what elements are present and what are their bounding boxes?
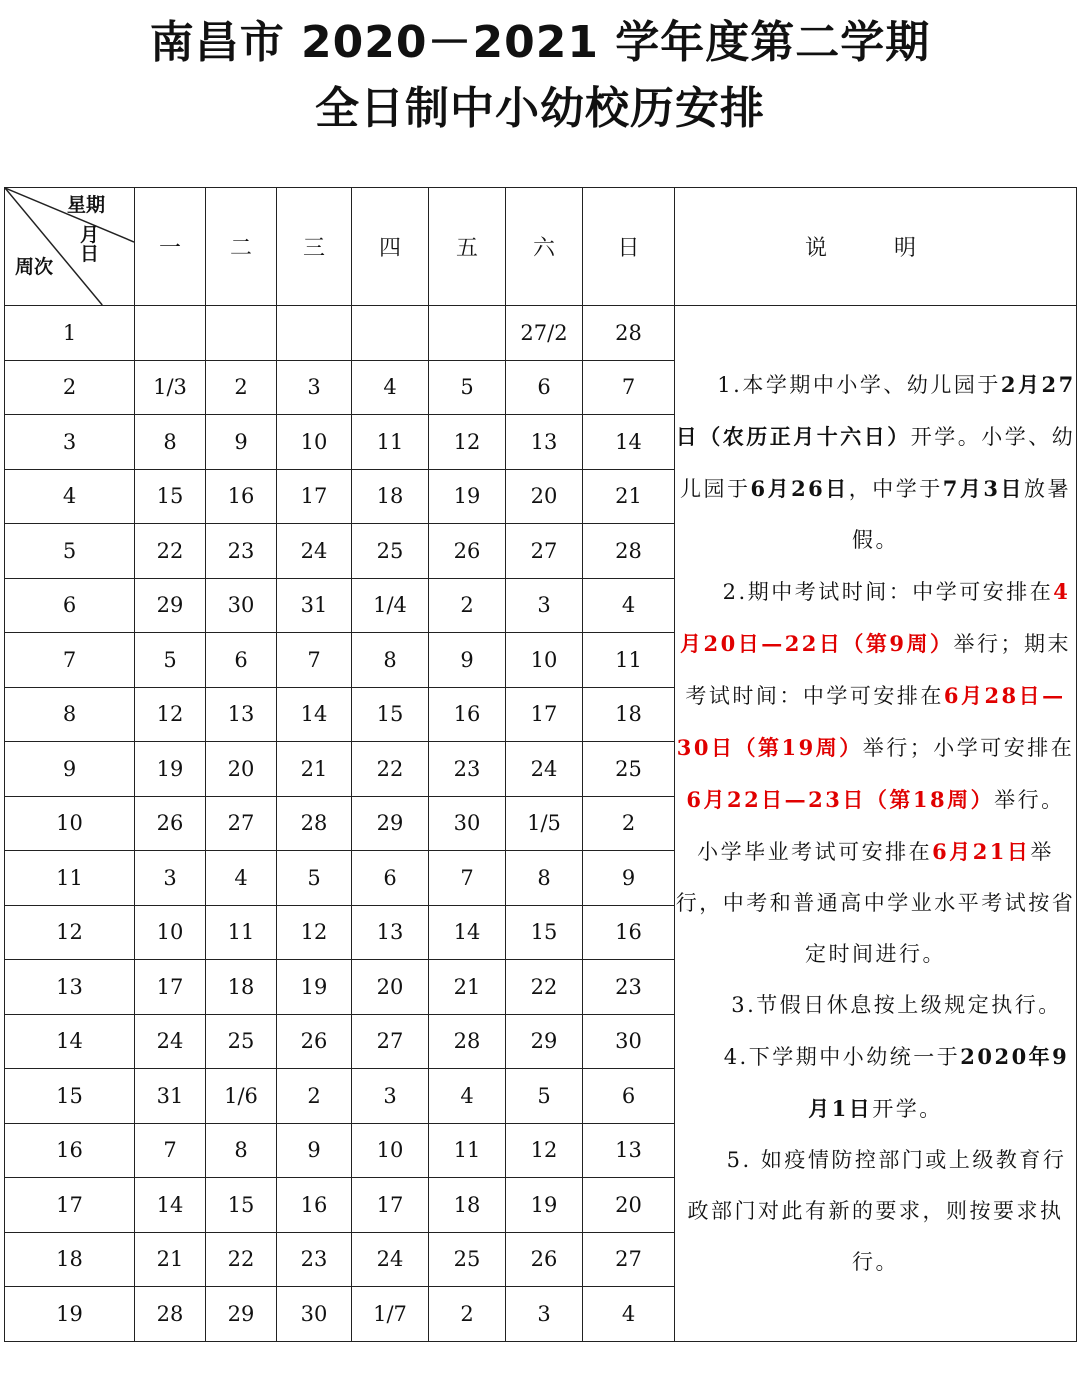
date-cell: 14	[583, 415, 675, 470]
date-cell: 29	[135, 578, 206, 633]
header-row	[5, 188, 1077, 306]
date-cell: 12	[277, 905, 352, 960]
note-1-text: 放暑假。	[852, 476, 1072, 552]
date-cell: 13	[352, 905, 429, 960]
date-cell: 30	[583, 1014, 675, 1069]
date-cell: 27/2	[506, 306, 583, 361]
date-cell: 4	[429, 1069, 506, 1124]
note-2-text: 举行；期末考试时间：中学可安排在	[685, 631, 1072, 708]
date-cell	[429, 306, 506, 361]
note-2	[675, 566, 1076, 980]
day-header-sat: 六	[506, 188, 583, 306]
week-number-cell: 13	[5, 960, 135, 1015]
date-cell: 9	[277, 1123, 352, 1178]
date-cell: 16	[583, 905, 675, 960]
week-number-cell: 15	[5, 1069, 135, 1124]
date-cell: 21	[277, 742, 352, 797]
note-2-highlight-date: 6月22日—23日（第18周）	[686, 786, 995, 812]
date-cell: 6	[506, 360, 583, 415]
date-cell: 24	[352, 1232, 429, 1287]
date-cell: 9	[206, 415, 277, 470]
date-cell	[277, 306, 352, 361]
date-cell: 9	[429, 633, 506, 688]
date-cell: 27	[352, 1014, 429, 1069]
date-cell: 23	[429, 742, 506, 797]
date-cell: 31	[135, 1069, 206, 1124]
date-cell: 28	[583, 524, 675, 579]
date-cell: 25	[583, 742, 675, 797]
note-4-date: 2020年9月1日	[808, 1043, 1070, 1121]
date-cell: 5	[135, 633, 206, 688]
notes-header: 说 明	[675, 188, 1077, 306]
note-2-highlight-date: 6月21日	[932, 838, 1031, 864]
date-cell: 26	[277, 1014, 352, 1069]
corner-label-week-number: 周次	[15, 256, 54, 278]
date-cell: 6	[352, 851, 429, 906]
date-cell: 28	[135, 1287, 206, 1342]
week-number-cell: 17	[5, 1178, 135, 1233]
note-1-text: 开学。小学、幼儿园于	[679, 424, 1076, 501]
date-cell: 7	[583, 360, 675, 415]
date-cell: 30	[277, 1287, 352, 1342]
date-cell: 11	[429, 1123, 506, 1178]
date-cell: 27	[506, 524, 583, 579]
corner-header	[5, 188, 135, 306]
day-header-wed: 三	[277, 188, 352, 306]
date-cell: 13	[506, 415, 583, 470]
note-2-highlight-date: 4月20日—22日（第9周）	[679, 578, 1071, 656]
page-subtitle: 全日制中小幼校历安排	[315, 83, 765, 134]
day-header-thu: 四	[352, 188, 429, 306]
note-1-text: 1.本学期中小学、幼儿园于	[717, 372, 1001, 397]
date-cell: 10	[135, 905, 206, 960]
date-cell: 12	[429, 415, 506, 470]
date-cell: 13	[583, 1123, 675, 1178]
date-cell: 3	[506, 1287, 583, 1342]
note-3: 3.节假日休息按上级规定执行。	[731, 992, 1062, 1017]
corner-label-monthday: 月 日	[79, 224, 113, 265]
date-cell: 13	[206, 687, 277, 742]
date-cell: 26	[506, 1232, 583, 1287]
date-cell: 1/4	[352, 578, 429, 633]
date-cell: 12	[506, 1123, 583, 1178]
date-cell: 14	[135, 1178, 206, 1233]
date-cell: 19	[429, 469, 506, 524]
date-cell: 10	[506, 633, 583, 688]
date-cell: 3	[135, 851, 206, 906]
week-number-cell: 12	[5, 905, 135, 960]
date-cell: 21	[583, 469, 675, 524]
table-row	[5, 306, 1077, 361]
day-header-tue: 二	[206, 188, 277, 306]
week-number-cell: 3	[5, 415, 135, 470]
date-cell: 1/7	[352, 1287, 429, 1342]
date-cell: 2	[429, 1287, 506, 1342]
date-cell: 22	[206, 1232, 277, 1287]
date-cell: 27	[206, 796, 277, 851]
date-cell: 5	[429, 360, 506, 415]
date-cell: 25	[352, 524, 429, 579]
date-cell: 1/5	[506, 796, 583, 851]
note-4-text: 开学。	[872, 1096, 943, 1121]
date-cell: 14	[429, 905, 506, 960]
note-1-lunar: （农历正月十六日）	[699, 423, 911, 449]
date-cell: 17	[352, 1178, 429, 1233]
date-cell: 30	[206, 578, 277, 633]
week-number-cell: 8	[5, 687, 135, 742]
date-cell: 25	[206, 1014, 277, 1069]
date-cell: 28	[429, 1014, 506, 1069]
date-cell: 21	[135, 1232, 206, 1287]
date-cell: 20	[352, 960, 429, 1015]
date-cell: 19	[506, 1178, 583, 1233]
date-cell: 26	[135, 796, 206, 851]
note-1	[675, 359, 1076, 566]
date-cell: 12	[135, 687, 206, 742]
date-cell: 16	[429, 687, 506, 742]
note-2-text: 2.期中考试时间：中学可安排在	[722, 579, 1054, 604]
date-cell: 19	[277, 960, 352, 1015]
date-cell: 26	[429, 524, 506, 579]
date-cell: 18	[429, 1178, 506, 1233]
date-cell: 7	[135, 1123, 206, 1178]
date-cell: 7	[277, 633, 352, 688]
date-cell: 23	[277, 1232, 352, 1287]
date-cell: 2	[583, 796, 675, 851]
date-cell: 17	[506, 687, 583, 742]
date-cell: 28	[583, 306, 675, 361]
date-cell: 24	[506, 742, 583, 797]
date-cell: 18	[206, 960, 277, 1015]
date-cell: 18	[583, 687, 675, 742]
date-cell: 6	[206, 633, 277, 688]
note-2-text: 举行，中考和普通高中学业水平考试按省定时间进行。	[675, 839, 1076, 966]
date-cell: 22	[135, 524, 206, 579]
note-2-highlight-date: 6月28日—30日（第19周）	[676, 682, 1066, 760]
date-cell: 15	[506, 905, 583, 960]
week-number-cell: 10	[5, 796, 135, 851]
note-4	[675, 1031, 1076, 1135]
date-cell: 24	[135, 1014, 206, 1069]
date-cell: 28	[277, 796, 352, 851]
date-cell: 10	[352, 1123, 429, 1178]
date-cell: 21	[429, 960, 506, 1015]
note-1-date: 7月3日	[942, 475, 1025, 501]
date-cell: 10	[277, 415, 352, 470]
date-cell: 24	[277, 524, 352, 579]
week-number-cell: 6	[5, 578, 135, 633]
date-cell: 3	[506, 578, 583, 633]
date-cell: 1/6	[206, 1069, 277, 1124]
day-header-sun: 日	[583, 188, 675, 306]
date-cell: 20	[506, 469, 583, 524]
date-cell: 6	[583, 1069, 675, 1124]
date-cell: 15	[352, 687, 429, 742]
date-cell: 22	[506, 960, 583, 1015]
date-cell: 8	[506, 851, 583, 906]
date-cell: 4	[583, 578, 675, 633]
week-number-cell: 2	[5, 360, 135, 415]
day-header-mon: 一	[135, 188, 206, 306]
date-cell: 15	[206, 1178, 277, 1233]
date-cell: 8	[135, 415, 206, 470]
note-2-text: 举行；小学可安排在	[862, 735, 1075, 760]
date-cell: 8	[206, 1123, 277, 1178]
note-4-text: 4.下学期中小幼统一于	[723, 1044, 961, 1069]
date-cell: 18	[352, 469, 429, 524]
week-number-cell: 11	[5, 851, 135, 906]
date-cell: 2	[277, 1069, 352, 1124]
week-number-cell: 16	[5, 1123, 135, 1178]
date-cell: 19	[135, 742, 206, 797]
week-number-cell: 18	[5, 1232, 135, 1287]
calendar-body	[5, 306, 1077, 1342]
calendar-table	[4, 187, 1077, 1342]
date-cell: 5	[277, 851, 352, 906]
day-header-fri: 五	[429, 188, 506, 306]
date-cell: 23	[583, 960, 675, 1015]
date-cell: 15	[135, 469, 206, 524]
date-cell: 16	[277, 1178, 352, 1233]
notes-cell	[675, 306, 1077, 1342]
date-cell: 17	[277, 469, 352, 524]
date-cell: 4	[352, 360, 429, 415]
date-cell: 31	[277, 578, 352, 633]
page-title: 南昌市 2020－2021 学年度第二学期	[149, 17, 931, 68]
date-cell: 2	[206, 360, 277, 415]
date-cell: 29	[206, 1287, 277, 1342]
date-cell: 9	[583, 851, 675, 906]
note-1-text: ，中学于	[848, 476, 943, 501]
date-cell	[352, 306, 429, 361]
date-cell: 4	[206, 851, 277, 906]
week-number-cell: 5	[5, 524, 135, 579]
week-number-cell: 9	[5, 742, 135, 797]
week-number-cell: 14	[5, 1014, 135, 1069]
date-cell: 20	[583, 1178, 675, 1233]
date-cell: 5	[506, 1069, 583, 1124]
date-cell: 20	[206, 742, 277, 797]
date-cell: 17	[135, 960, 206, 1015]
date-cell: 27	[583, 1232, 675, 1287]
date-cell: 7	[429, 851, 506, 906]
week-number-cell: 19	[5, 1287, 135, 1342]
corner-label-weekday: 星期	[67, 194, 106, 216]
date-cell: 14	[277, 687, 352, 742]
week-number-cell: 7	[5, 633, 135, 688]
date-cell: 1/3	[135, 360, 206, 415]
week-number-cell: 4	[5, 469, 135, 524]
date-cell	[206, 306, 277, 361]
date-cell: 22	[352, 742, 429, 797]
note-1-date: 6月26日	[750, 475, 849, 501]
date-cell: 2	[429, 578, 506, 633]
date-cell: 4	[583, 1287, 675, 1342]
date-cell: 16	[206, 469, 277, 524]
date-cell: 11	[583, 633, 675, 688]
date-cell: 11	[352, 415, 429, 470]
date-cell: 3	[352, 1069, 429, 1124]
date-cell: 29	[506, 1014, 583, 1069]
note-5: 5. 如疫情防控部门或上级教育行政部门对此有新的要求，则按要求执行。	[687, 1147, 1067, 1274]
date-cell: 25	[429, 1232, 506, 1287]
note-1-date: 2月27日	[675, 371, 1076, 449]
date-cell: 3	[277, 360, 352, 415]
date-cell: 30	[429, 796, 506, 851]
date-cell: 8	[352, 633, 429, 688]
date-cell: 29	[352, 796, 429, 851]
week-number-cell: 1	[5, 306, 135, 361]
date-cell: 23	[206, 524, 277, 579]
date-cell: 11	[206, 905, 277, 960]
note-2-text: 举行。小学毕业考试可安排在	[697, 787, 1065, 864]
date-cell	[135, 306, 206, 361]
